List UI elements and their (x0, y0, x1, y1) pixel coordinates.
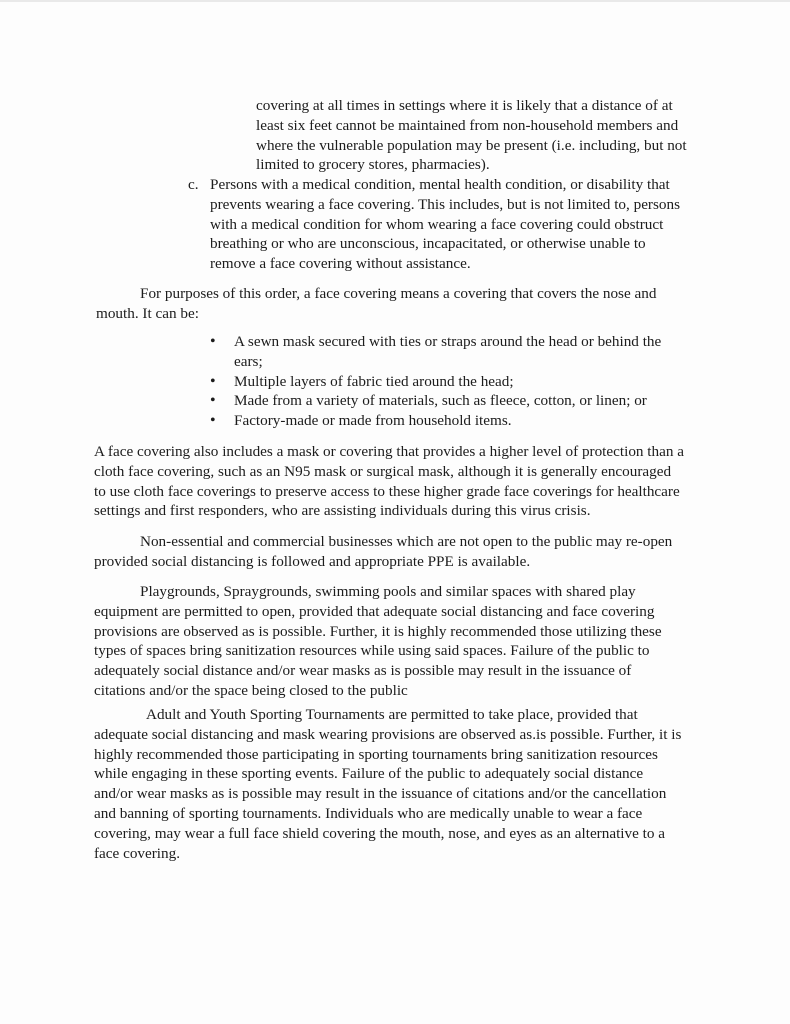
text-line: • Factory-made or made from household items. (234, 412, 512, 430)
text-line: For purposes of this order, a face covering means a covering that covers the nose and (140, 285, 657, 302)
text-line: covering, may wear a full face shield covering the mouth, nose, and eyes as an alternative to a (94, 824, 665, 842)
text-line: cloth face covering, such as an N95 mask or surgical mask, although it is generally encouraged (94, 462, 672, 480)
bullet-item (210, 391, 710, 411)
businesses-paragraph (94, 532, 742, 572)
text-line: face covering. (94, 844, 181, 862)
text-line: citations and/or the space being closed to the public (94, 681, 408, 699)
scan-edge (0, 0, 790, 2)
text-line: Persons with a medical condition, mental health condition, or disability that (210, 176, 670, 193)
text-line: • Multiple layers of fabric tied around the head; (234, 372, 514, 390)
text-line: least six feet cannot be maintained from non-household members and (256, 116, 679, 134)
text-line: A face covering also includes a mask or covering that provides a higher level of protection than a (94, 443, 684, 460)
text-line: Adult and Youth Sporting Tournaments are permitted to take place, provided that (146, 706, 638, 723)
text-line: prevents wearing a face covering. This includes, but is not limited to, persons (210, 195, 680, 213)
list-item-body (210, 175, 728, 274)
text-line: covering at all times in settings where it is likely that a distance of at (256, 97, 673, 114)
text-line: • Made from a variety of materials, such as fleece, cotton, or linen; or (234, 392, 647, 410)
text-line: • A sewn mask secured with ties or straps around the head or behind the (234, 333, 662, 350)
bullet-item (210, 372, 710, 392)
text-line: where the vulnerable population may be present (i.e. including, but not (256, 136, 687, 154)
text-line: adequately social distance and/or wear masks as is possible may result in the issuance of (94, 662, 632, 680)
text-line: and banning of sporting tournaments. Individuals who are medically unable to wear a face (94, 804, 643, 822)
text-line: remove a face covering without assistance. (210, 255, 471, 273)
text-line: limited to grocery stores, pharmacies). (256, 156, 490, 174)
text-line: mouth. It can be: (96, 304, 199, 322)
text-line: while engaging in these sporting events. Failure of the public to adequately social distance (94, 765, 644, 783)
bullet-item (210, 332, 710, 372)
list-marker: c. (188, 176, 199, 193)
text-line: with a medical condition for whom wearing a face covering could obstruct (210, 215, 664, 233)
sports-paragraph (94, 705, 742, 863)
text-line: to use cloth face coverings to preserve access to these higher grade face coverings for healthcare (94, 482, 680, 500)
text-line: provided social distancing is followed and appropriate PPE is available. (94, 552, 531, 570)
list-item-c (188, 175, 728, 274)
text-line: provisions are observed as is possible. Further, it is highly recommended those utilizing these (94, 622, 662, 640)
higher-protection-paragraph (94, 442, 742, 521)
bullet-list (210, 332, 710, 431)
text-line: equipment are permitted to open, provided that adequate social distancing and face covering (94, 602, 655, 620)
text-line: ears; (234, 352, 263, 370)
text-line: highly recommended those participating in sporting tournaments bring sanitization resources (94, 745, 658, 763)
text-line: types of spaces bring sanitization resources while using said spaces. Failure of the public to (94, 642, 650, 660)
continuation-paragraph (256, 96, 726, 175)
text-line: breathing or who are unconscious, incapacitated, or otherwise unable to (210, 235, 646, 253)
text-line: Playgrounds, Spraygrounds, swimming pools and similar spaces with shared play (140, 583, 636, 600)
text-line: adequate social distancing and mask wearing provisions are observed as.is possible. Further, it is (94, 725, 682, 743)
text-line: settings and first responders, who are assisting individuals during this virus crisis. (94, 502, 591, 520)
playgrounds-paragraph (94, 582, 742, 701)
text-line: Non-essential and commercial businesses which are not open to the public may re-open (140, 533, 673, 550)
face-covering-definition (96, 284, 736, 324)
bullet-item (210, 411, 710, 431)
text-line: and/or wear masks as is possible may result in the issuance of citations and/or the cancellation (94, 785, 667, 803)
